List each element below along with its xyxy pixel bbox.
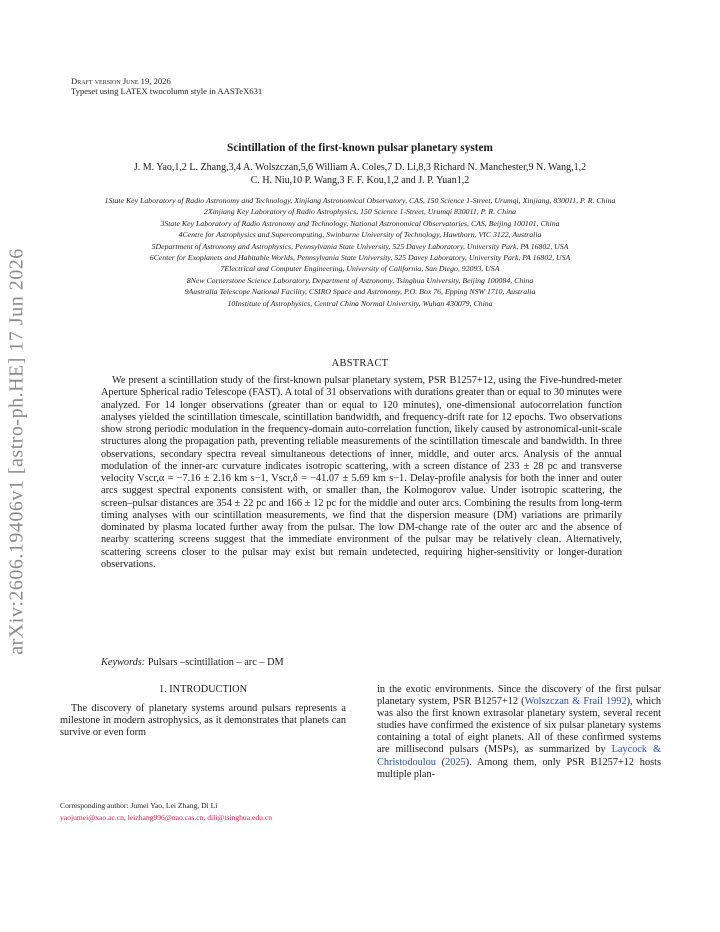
intro-text: (	[435, 756, 446, 768]
intro-text: ), which was also the first known extrasolar planetary system, several recent studies have confirmed the existence of six pulsar planetary systems containing a total of eight planets. All of these confirmed systems are millisecond pulsars (MSPs), as summarized by	[377, 696, 661, 756]
draft-version: Draft version June 19, 2026	[71, 76, 171, 86]
affiliation: 6Center for Exoplanets and Habitable Worlds, Pennsylvania State University, 525 Davey Laboratory, University Park, PA 16802, USA	[149, 253, 571, 263]
section-heading-introduction: 1. INTRODUCTION	[158, 684, 248, 695]
keywords-text: Pulsars –scintillation – arc – DM	[147, 657, 284, 668]
introduction-paragraph-left: The discovery of planetary systems around pulsars represents a milestone in modern astrophysics, as it demonstrates that planets can survive or even form	[60, 703, 346, 739]
affiliation: 8New Cornerstone Science Laboratory, Department of Astronomy, Tsinghua University, Beijing 100084, China	[186, 275, 534, 285]
corresponding-author-footnote	[60, 800, 272, 823]
corresponding-author: Corresponding author: Jumei Yao, Lei Zhang, Di Li	[60, 801, 218, 810]
affiliation: 4Centre for Astrophysics and Supercomputing, Swinburne University of Technology, Hawthorn, VIC 3122, Australia	[178, 230, 542, 240]
affiliation: 3State Key Laboratory of Radio Astronomy and Technology, National Astronomical Observatories, CAS, Beijing 100101, China	[160, 218, 560, 228]
author-emails[interactable]: yaojumei@xao.ac.cn, leizhang996@nao.cas.cn, dili@tsinghua.edu.cn	[60, 812, 273, 822]
affiliation: 1State Key Laboratory of Radio Astronomy and Technology, Xinjiang Astronomical Observatory, CAS, 150 Science 1-Street, Urumqi, Xinjiang, 830011, P. R. China	[104, 196, 616, 205]
citation-link[interactable]: 2025	[445, 756, 466, 768]
intro-text: ). Among them, only PSR B1257+12 hosts multiple plan-	[377, 756, 661, 780]
affiliation: 10Institute of Astrophysics, Central China Normal University, Wuhan 430079, China	[227, 298, 493, 308]
abstract-heading: ABSTRACT	[331, 358, 389, 369]
author-list	[68, 162, 652, 187]
introduction-paragraph-right	[377, 684, 661, 781]
citation-link[interactable]: Laycock & Christodoulou	[377, 744, 662, 768]
affiliation: 7Electrical and Computer Engineering, University of California, San Diego, 92093, USA	[220, 264, 500, 274]
intro-text: in the exotic environments. Since the discovery of the first pulsar planetary system, PSR B1257+12 (	[377, 684, 661, 708]
keywords	[101, 657, 284, 668]
affiliation: 5Department of Astronomy and Astrophysics, Pennsylvania State University, 525 Davey Laboratory, University Park, PA 16802, USA	[151, 241, 569, 251]
paper-title: Scintillation of the first-known pulsar planetary system	[227, 142, 493, 154]
authors-line-1: J. M. Yao,1,2 L. Zhang,3,4 A. Wolszczan,5,6 William A. Coles,7 D. Li,8,3 Richard N. Manchester,9 N. Wang,1,2	[133, 162, 587, 173]
keywords-label: Keywords:	[101, 657, 146, 668]
draft-header	[71, 76, 262, 96]
typeset-note: Typeset using LATEX twocolumn style in AASTeX631	[71, 86, 263, 96]
authors-line-2: C. H. Niu,10 P. Wang,3 F. F. Kou,1,2 and J. P. Yuan1,2	[250, 174, 470, 186]
abstract-text: We present a scintillation study of the first-known pulsar planetary system, PSR B1257+12, using the Five-hundred-meter Aperture Spherical radio Telescope (FAST). A total of 31 observations with durations greater than or equal to 30 minutes were analyzed. For 14 longer observations (greater than or equal to 120 minutes), one-dimensional autocorrelation function analyses yielded the scintillation timescale, scintillation bandwidth, and frequency-drift rate for 12 epochs. Two observations show strong periodic modulation in the frequency-domain auto-correlation function, likely caused by astronomical-unit-scale structures along the propagation path, preventing reliable measurements of the scintillation timescale and bandwidth. In three observations, secondary spectra reveal simultaneous detections of inner, middle, and outer arcs. Analysis of the annual modulation of the inner-arc curvature indicates isotropic scattering, with a screen distance of 233 ± 28 pc and transverse velocity Vscr,α = −7.16 ± 2.16 km s−1, Vscr,δ = −41.07 ± 5.69 km s−1. Delay-profile analysis for both the inner and outer arcs suggest spectral exponents consistent with, or smaller than, the Kolmogorov value. Under isotropic scattering, the screen–pulsar distances are 354 ± 22 pc and 166 ± 12 pc for the middle and outer arcs. Combining the results from long-term timing analyses with our scintillation measurements, we find that the dispersion measure (DM) variations are primarily dominated by plasma located further away from the pulsar. The low DM-change rate of the outer arc and the absence of nearby scattering screens suggest that the immediate environment of the pulsar may be relatively clean. Alternatively, scattering screens closer to the pulsar may exist but remain undetected, requiring higher-sensitivity or longer-duration observations.	[101, 375, 622, 570]
citation-link[interactable]: Wolszczan & Frail 1992	[524, 696, 627, 708]
affiliations	[60, 195, 660, 309]
affiliation: 2Xinjiang Key Laboratory of Radio Astrophysics, 150 Science 1-Street, Urumqi 830011, P. R. China	[203, 207, 517, 217]
arxiv-identifier: arXiv:2606.19406v1 [astro-ph.HE] 17 Jun 2026	[5, 248, 28, 655]
affiliation: 9Australia Telescope National Facility, CSIRO Space and Astronomy, P.O. Box 76, Epping NSW 1710, Australia	[184, 287, 536, 297]
